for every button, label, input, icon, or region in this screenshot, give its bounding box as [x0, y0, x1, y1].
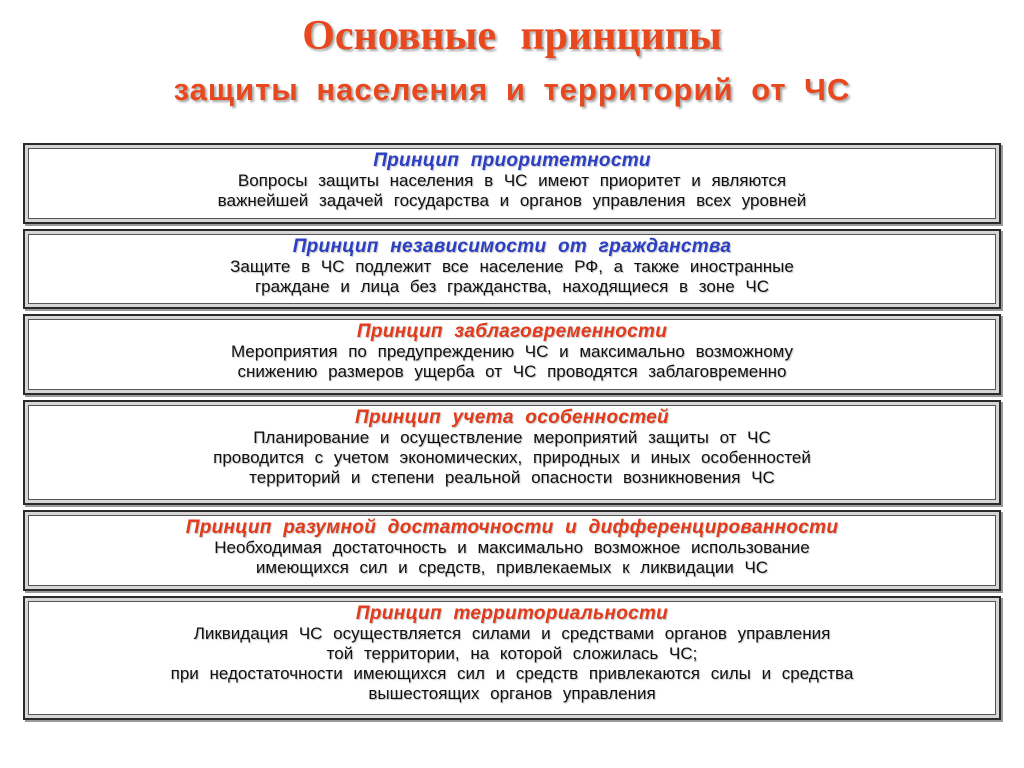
principle-box-inner — [28, 148, 996, 219]
principle-text-line: снижению размеров ущерба от ЧС проводятся заблаговременно — [237, 362, 787, 381]
principle-text-line: при недостаточности имеющихся сил и средств привлекаются силы и средства — [170, 664, 854, 683]
principle-box-priority — [23, 143, 1001, 224]
principle-title: Принцип разумной достаточности и дифференцированности — [185, 517, 839, 538]
principle-text-line: той территории, на которой сложилась ЧС; — [326, 644, 698, 663]
principle-box-features — [23, 400, 1001, 505]
principle-box-inner — [28, 601, 996, 715]
principle-text-line: проводится с учетом экономических, природных и иных особенностей — [213, 448, 811, 467]
principle-box-advance — [23, 314, 1001, 395]
principle-text-line: Вопросы защиты населения в ЧС имеют приоритет и являются — [237, 171, 787, 190]
principle-text-line: Планирование и осуществление мероприятий защиты от ЧС — [253, 428, 771, 447]
principle-box-inner — [28, 515, 996, 586]
principle-text-line: граждане и лица без гражданства, находящиеся в зоне ЧС — [254, 277, 770, 296]
principle-text-line: Мероприятия по предупреждению ЧС и максимально возможному — [230, 342, 794, 361]
principle-title: Принцип заблаговременности — [356, 321, 668, 342]
principle-text-line: важнейшей задачей государства и органов управления всех уровней — [217, 191, 807, 210]
principle-box-inner — [28, 234, 996, 304]
principle-text-line: Ликвидация ЧС осуществляется силами и средствами органов управления — [193, 624, 831, 643]
principle-text-line: вышестоящих органов управления — [368, 684, 656, 703]
principle-text-line: территорий и степени реальной опасности возникновения ЧС — [249, 468, 775, 487]
page-title: Основные принципы — [302, 13, 722, 59]
principle-title: Принцип независимости от гражданства — [292, 236, 732, 257]
principle-text-line: Защите в ЧС подлежит все население РФ, а также иностранные — [230, 257, 794, 276]
principle-box-inner — [28, 405, 996, 500]
principle-box-inner — [28, 319, 996, 390]
principle-text-line: Необходимая достаточность и максимально возможное использование — [214, 538, 810, 557]
principle-box-sufficiency — [23, 510, 1001, 591]
principle-box-citizenship — [23, 229, 1001, 309]
principle-box-territoriality — [23, 596, 1001, 720]
principle-text-line: имеющихся сил и средств, привлекаемых к ликвидации ЧС — [255, 558, 769, 577]
page-subtitle: защиты населения и территорий от ЧС — [173, 72, 851, 107]
principle-title: Принцип учета особенностей — [355, 407, 669, 428]
principle-title: Принцип приоритетности — [373, 150, 651, 171]
principle-title: Принцип территориальности — [355, 603, 669, 624]
